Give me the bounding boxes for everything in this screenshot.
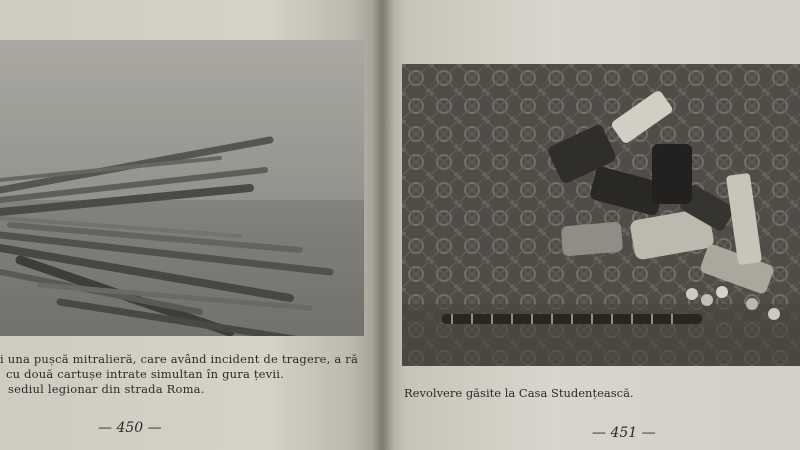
left-caption-line-2: cu două cartușe intrate simultan în gura țevii. [6, 367, 284, 381]
right-page [382, 0, 800, 450]
left-caption [0, 352, 372, 397]
left-caption-line-3: sediul legionar din strada Roma. [8, 382, 205, 396]
left-page [0, 0, 382, 450]
right-caption: Revolvere găsite la Casa Studențească. [404, 386, 634, 400]
book-gutter [372, 0, 394, 450]
rifles-photo [0, 40, 364, 336]
revolvers-photo [402, 64, 800, 366]
left-page-number: — 450 — [98, 420, 162, 436]
right-page-number: — 451 — [592, 425, 656, 441]
left-caption-line-1: i una pușcă mitralieră, care având incident de tragere, a ră [0, 352, 359, 366]
revolvers-photo-image [402, 64, 800, 366]
rifles-photo-image [0, 40, 364, 336]
